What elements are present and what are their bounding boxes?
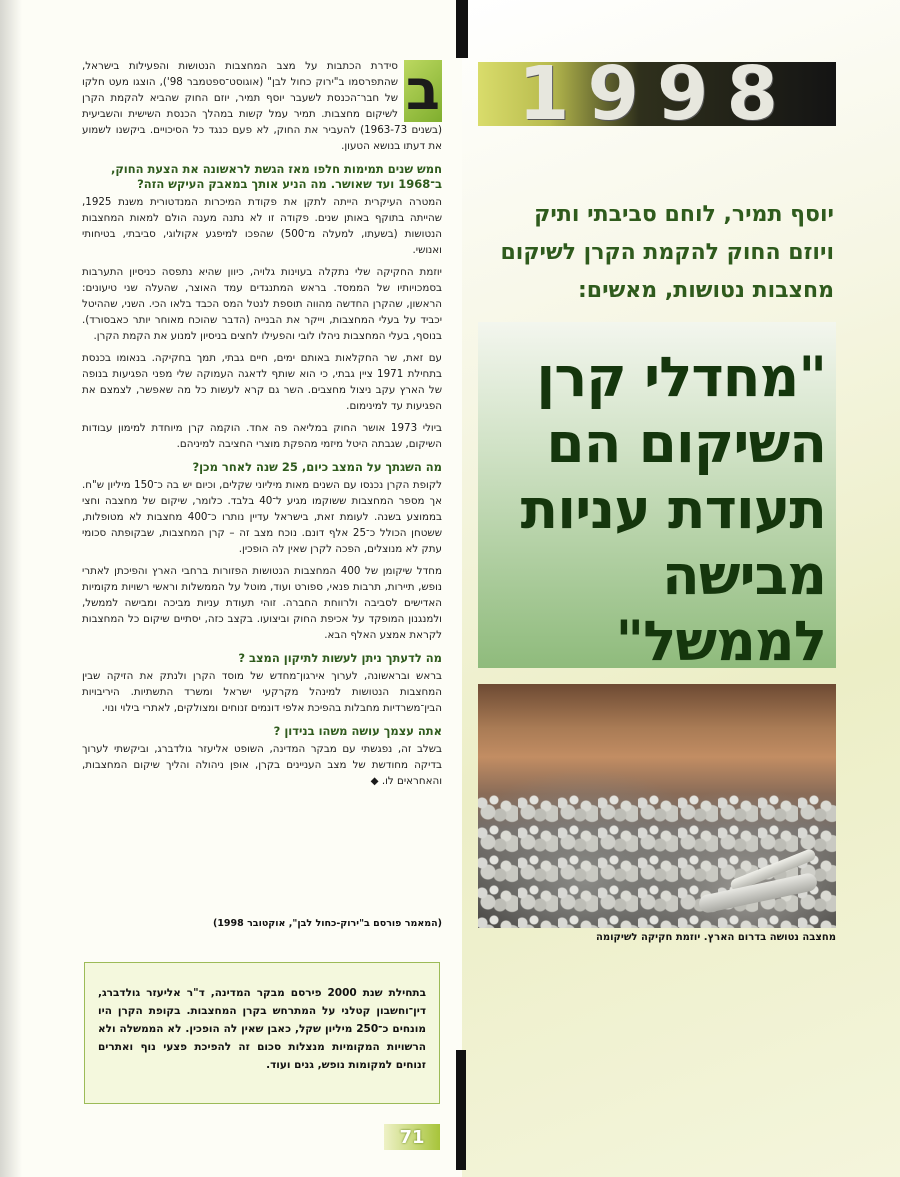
article-source-note: (המאמר פורסם ב"ירוק-כחול לבן", אוקטובר 1998) (212, 918, 442, 929)
page-number: 71 (399, 1126, 425, 1148)
interview-question: מה לדעתך ניתן לעשות לתיקון המצב ? (238, 651, 442, 665)
page-gutter-shadow (0, 0, 22, 1177)
quarry-photo (478, 684, 836, 928)
subheadline: יוסף תמיר, לוחם סביבתי ותיק ויוזם החוק להקמת הקרן לשיקום מחצבות נטושות, מאשים: (500, 202, 834, 303)
article-paragraph: יוזמת החקיקה שלי נתקלה בעוינות גלויה, כיוון שהיא נתפסה כניסיון התערבות בסמכויותיו של הממסד. בראש המתנגדים עמד האוצר, שהעלה שני טיעונים: הראשון, שהקרן החדשה מהווה תוספת לנטל המס הכבד בלאו הכי. השני, שההיטל יכביד על בעלי המחצבות, וייקר את הבנייה (הדבר שהוכח מאוחר יותר כאבסורד). בנוסף, בעלי המחצבות ניהלו לובי והפעילו לחצים בניסיון למנוע את הקמת הקרן. (82, 266, 442, 342)
decorative-black-bar (456, 0, 468, 58)
article-paragraph: בשלב זה, נפגשתי עם מבקר המדינה, השופט אליעזר גולדברג, וביקשתי לערוך בדיקה מחודשת של מצב העניינים בקרן, אופן ניהולה והליך שיקום המחצבות, והאחראים לו. ◆ (82, 743, 442, 787)
article-paragraph: ביולי 1973 אושר החוק במליאה פה אחד. הוקמה קרן מיוחדת למימון עבודות השיקום, שגבתה היטל מיזמי מהפקת מוצרי החציבה למיניהם. (82, 422, 442, 450)
page-number-badge (384, 1124, 440, 1150)
year-label: 1998 (518, 51, 796, 137)
article-paragraph: מחדל שיקומן של 400 המחצבות הנטושות הפזורות ברחבי הארץ והפיכתן לאתרי נופש, תיירות, תרבות פנאי, ספורט ועוד, מוטל על הממשלות וראשי רשויות מקומיות האדישים לסביבה ולרווחת החברה. זוהי תעודת עניות מביכה ומבישה לממשל, ולמנגנון המופקד על אכיפת החוק וביצועו. בקצב כזה, יסתיים שיקום כל המחצבות לקראת אמצע האלף הבא. (82, 565, 442, 641)
article-paragraph: בראש ובראשונה, לערוך אירגון־מחדש של מוסד הקרן ולנתק את הזיקה שבין המחצבות הנטושות למינהל מקרקעי ישראל ומשרד התשתיות. היריבויות הבין־משרדיות מחבלות בהפיכת אלפי דונמים זנוחים ומצולקים, לאתרי בילוי ונוי. (82, 670, 442, 714)
interview-question: מה השגתך על המצב כיום, 25 שנה לאחר מכן? (192, 460, 442, 474)
interview-question: אתה עצמך עושה משהו בנידון ? (273, 724, 442, 738)
drop-cap: ב (405, 58, 441, 123)
article-paragraph: לקופת הקרן נכנסו עם השנים מאות מיליוני שקלים, וכיום יש בה כ־150 מיליון ש"ח. אך מספר המחצבות ששוקמו מגיע ל־40 בלבד. כלומר, שיקום של מחצבה וחצי בממוצע בשנה. לעומת זאת, בישראל עדיין נותרו כ־400 מחצבות לא מטופלות, ששטחן הכולל כ־25 אלף דונם. נוכח מצב זה – קרן המחצבות, שבקופתה סכומי עתק לא מנוצלים, הפכה לקרן שאין לה הופכין. (82, 479, 442, 555)
info-box-text: בתחילת שנת 2000 פירסם מבקר המדינה, ד"ר אליעזר גולדברג, דין־וחשבון קטלני על המתרחש בקרן המחצבות. בקופת הקרן היו מונחים כ־250 מיליון שקל, כאבן שאין לה הופכין. לא הממשלה ולא הרשויות המקומיות מנצלות סכום זה להפיכת פצעי נוף ואתרים זנוחים למקומות נופש, גנים ועוד. (98, 987, 426, 1071)
headline: "מחדלי קרן השיקום הם תעודת עניות מבישה לממשל" (520, 345, 826, 673)
decorative-black-bar (456, 1050, 466, 1170)
article-paragraph: סידרת הכתבות על מצב המחצבות הנטושות והפעילות בישראל, שהתפרסמו ב"ירוק כחול לבן" (אוגוסט־ספטמבר 98'), הוצגו מעט חלקו של חבר־הכנסת לשעבר יוסף תמיר, יוזם החוק שהביא להקמת הקרן לשיקום מחצבות. תמיר עמל קשות במהלך הכנסת השישית והשביעית (בשנים 1963-73) להעביר את החוק, לא פעם כנגד כל הסיכויים. ביקשנו לשמוע את דעתו בנושא הטעון. (82, 60, 442, 152)
article-paragraph: עם זאת, שר החקלאות באותם ימים, חיים גבתי, תמך בחקיקה. בנאומו בכנסת בתחילת 1971 ציין גבתי, כי הוא שותף לדאגה העמוקה שלי מפני הפגיעות בנופה של הארץ עקב ניצול מחצבים. השר גם קרא לעשות כל מה שאפשר, לצמצם את הפגיעות עד למינימום. (82, 352, 442, 412)
photo-caption: מחצבה נטושה בדרום הארץ. יוזמת חקיקה לשיקומה (595, 932, 836, 943)
interview-question: חמש שנים תמימות חלפו מאז הגשת לראשונה את הצעת החוק, ב־1968 ועד שאושר. מה הניע אותך במאבק העיקש הזה? (110, 162, 442, 191)
year-banner (478, 51, 836, 137)
article-body (82, 58, 442, 795)
article-paragraph: המטרה העיקרית הייתה לתקן את פקודת המיכרות המנדטורית משנת 1925, שהייתה בתוקף באותן שנים. פקודה זו לא נתנה מענה הולם למאות המחצבות הנטושות (בשעתו, למעלה מ־500) שהפכו למיפגע אקולוגי, סביבתי, בטיחותי ואנושי. (82, 196, 442, 256)
